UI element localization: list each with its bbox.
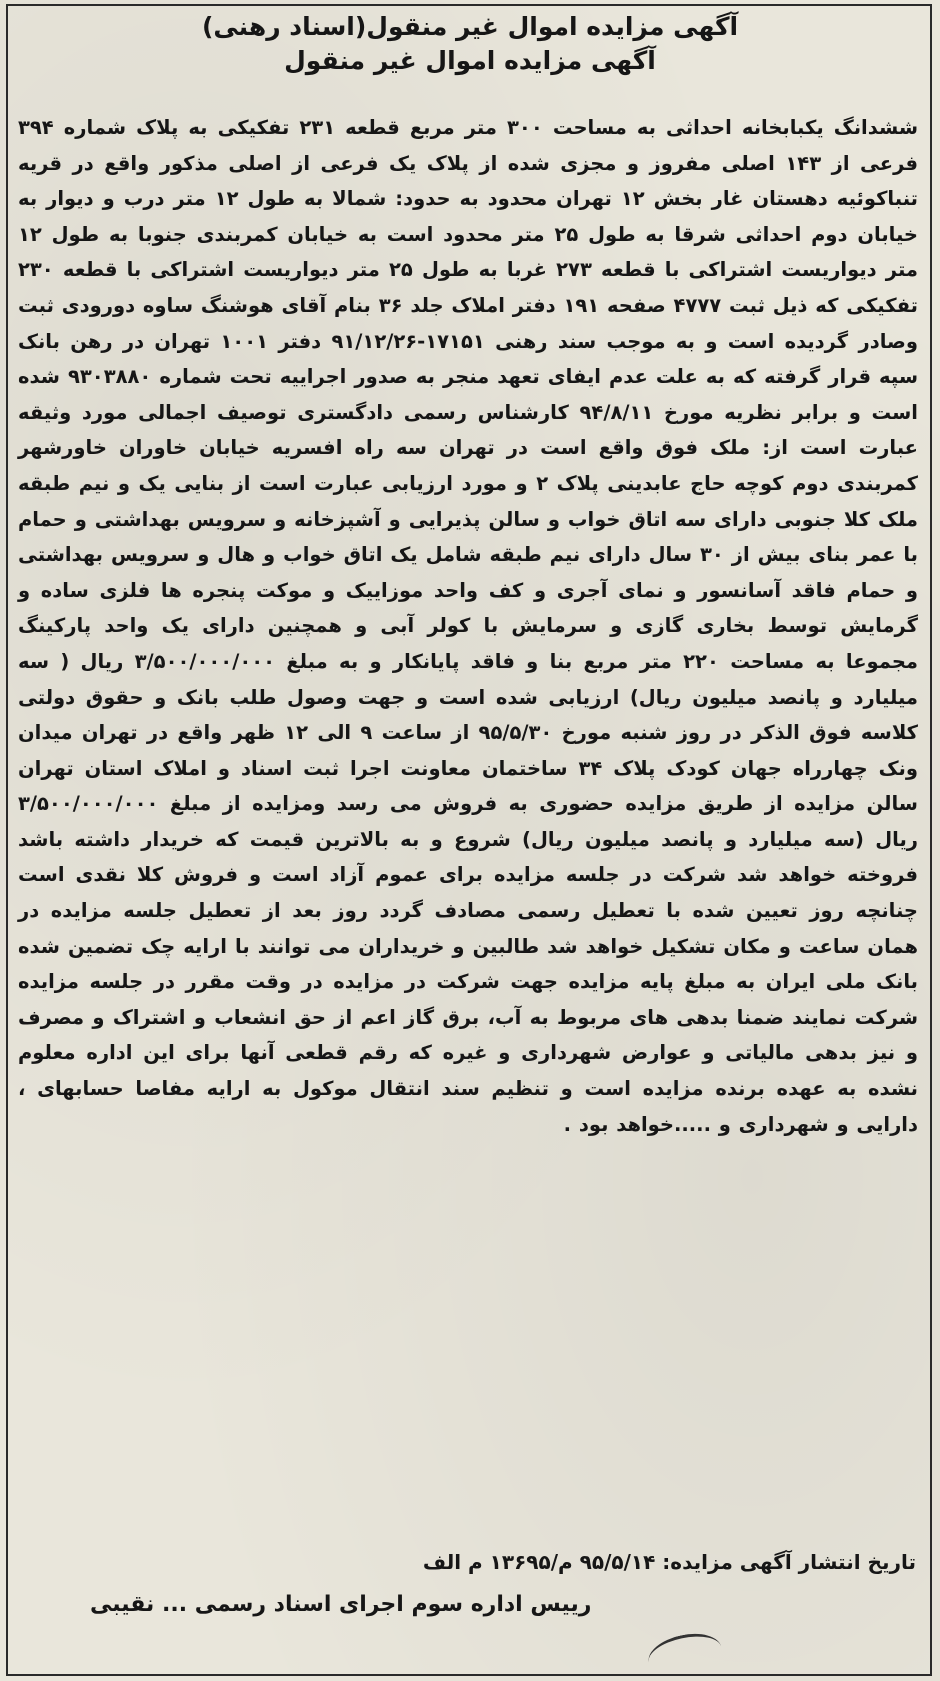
notice-title-secondary: آگهی مزایده اموال غیر منقول <box>284 46 656 75</box>
notice-body: ششدانگ یکبابخانه احداثی به مساحت ۳۰۰ متر مربع قطعه ۲۳۱ تفکیکی به پلاک شماره ۳۹۴ فرعی از ۱۴۳ اصلی مفروز و مجزی شده از پلاک یک فرعی از اصلی مذکور واقع در قریه تنباکوئیه دهستان غار بخش ۱۲ تهران محدود به حدود: شمالا به طول ۱۲ متر درب و دیوار به خیابان دوم احداثی شرقا به طول ۲۵ متر محدود است به خیابان کمربندی جنوبا به طول ۱۲ متر دیواریست اشتراکی با قطعه ۲۷۳ غربا به طول ۲۵ متر دیواریست اشتراکی با قطعه ۲۳۰ تفکیکی که ذیل ثبت ۴۷۷۷ صفحه ۱۹۱ دفتر املاک جلد ۳۶ بنام آقای هوشنگ ساوه دورودی ثبت وصادر گردیده است و به موجب سند رهنی ۱۷۱۵۱-۹۱/۱۲/۲۶ دفتر ۱۰۰۱ تهران در رهن بانک سپه قرار گرفته که به علت عدم ایفای تعهد منجر به صدور اجراییه تحت شماره ۹۳۰۳۸۸۰ شده است و برابر نظریه مورخ ۹۴/۸/۱۱ کارشناس رسمی دادگستری توصیف اجمالی مورد وثیقه عبارت است از: ملک فوق واقع است در تهران سه راه افسریه خیابان خاوران خاورشهر کمربندی دوم کوچه حاج عابدینی پلاک ۲ و مورد ارزیابی عبارت است از بنایی یک و نیم طبقه ملک کلا جنوبی دارای سه اتاق خواب و سالن پذیرایی و آشپزخانه و سرویس بهداشتی و حمام با عمر بنای بیش از ۳۰ سال دارای نیم طبقه شامل یک اتاق خواب و هال و سرویس بهداشتی و حمام فاقد آسانسور و نمای آجری و کف واحد موزاییک و موکت پنجره ها فلزی ساده و گرمایش توسط بخاری گازی و سرمایش با کولر آبی و همچنین دارای یک واحد پارکینگ مجموعا به مساحت ۲۲۰ متر مربع بنا و فاقد پایانکار و به مبلغ ۳/۵۰۰/۰۰۰/۰۰۰ ریال ( سه میلیارد و پانصد میلیون ریال) ارزیابی شده است و جهت وصول طلب بانک و حقوق دولتی کلاسه فوق الذکر در روز شنبه مورخ ۹۵/۵/۳۰ از ساعت ۹ الی ۱۲ ظهر واقع در تهران میدان ونک چهارراه جهان کودک پلاک ۳۴ ساختمان معاونت اجرا ثبت اسناد و املاک استان تهران سالن مزایده از طریق مزایده حضوری به فروش می رسد ومزایده از مبلغ ۳/۵۰۰/۰۰۰/۰۰۰ ریال (سه میلیارد و پانصد میلیون ریال) شروع و به بالاترین قیمت که خریدار داشته باشد فروخته خواهد شد شرکت در جلسه مزایده برای عموم آزاد است و فروش کلا نقدی است چنانچه روز تعیین شده با تعطیل رسمی مصادف گردد روز بعد از تعطیل جلسه مزایده در همان ساعت و مکان تشکیل خواهد شد طالبین و خریداران می توانند با ارایه چک تضمین شده بانک ملی ایران به مبلغ پایه مزایده جهت شرکت در مزایده در وقت مقرر در جلسه مزایده شرکت نمایند ضمنا بدهی های مربوط به آب، برق گاز اعم از حق انشعاب و اشتراک و مصرف و نیز بدهی مالیاتی و عوارض شهرداری و غیره که رقم قطعی آنها برای این اداره معلوم نشده به عهده برنده مزایده است و تنظیم سند انتقال موکول به ارایه مفاصا حسابهای ، دارایی و شهرداری و .....خواهد بود . <box>18 116 919 1136</box>
notice-header <box>20 10 920 78</box>
notice-title-primary: آگهی مزایده اموال غیر منقول(اسناد رهنی) <box>201 12 739 41</box>
publish-date: تاریخ انتشار آگهی مزایده: ۹۵/۵/۱۴ م/۱۳۶۹۵ م الف <box>422 1550 916 1574</box>
signature-line: رییس اداره سوم اجرای اسناد رسمی ... نقیبی <box>90 1592 592 1617</box>
